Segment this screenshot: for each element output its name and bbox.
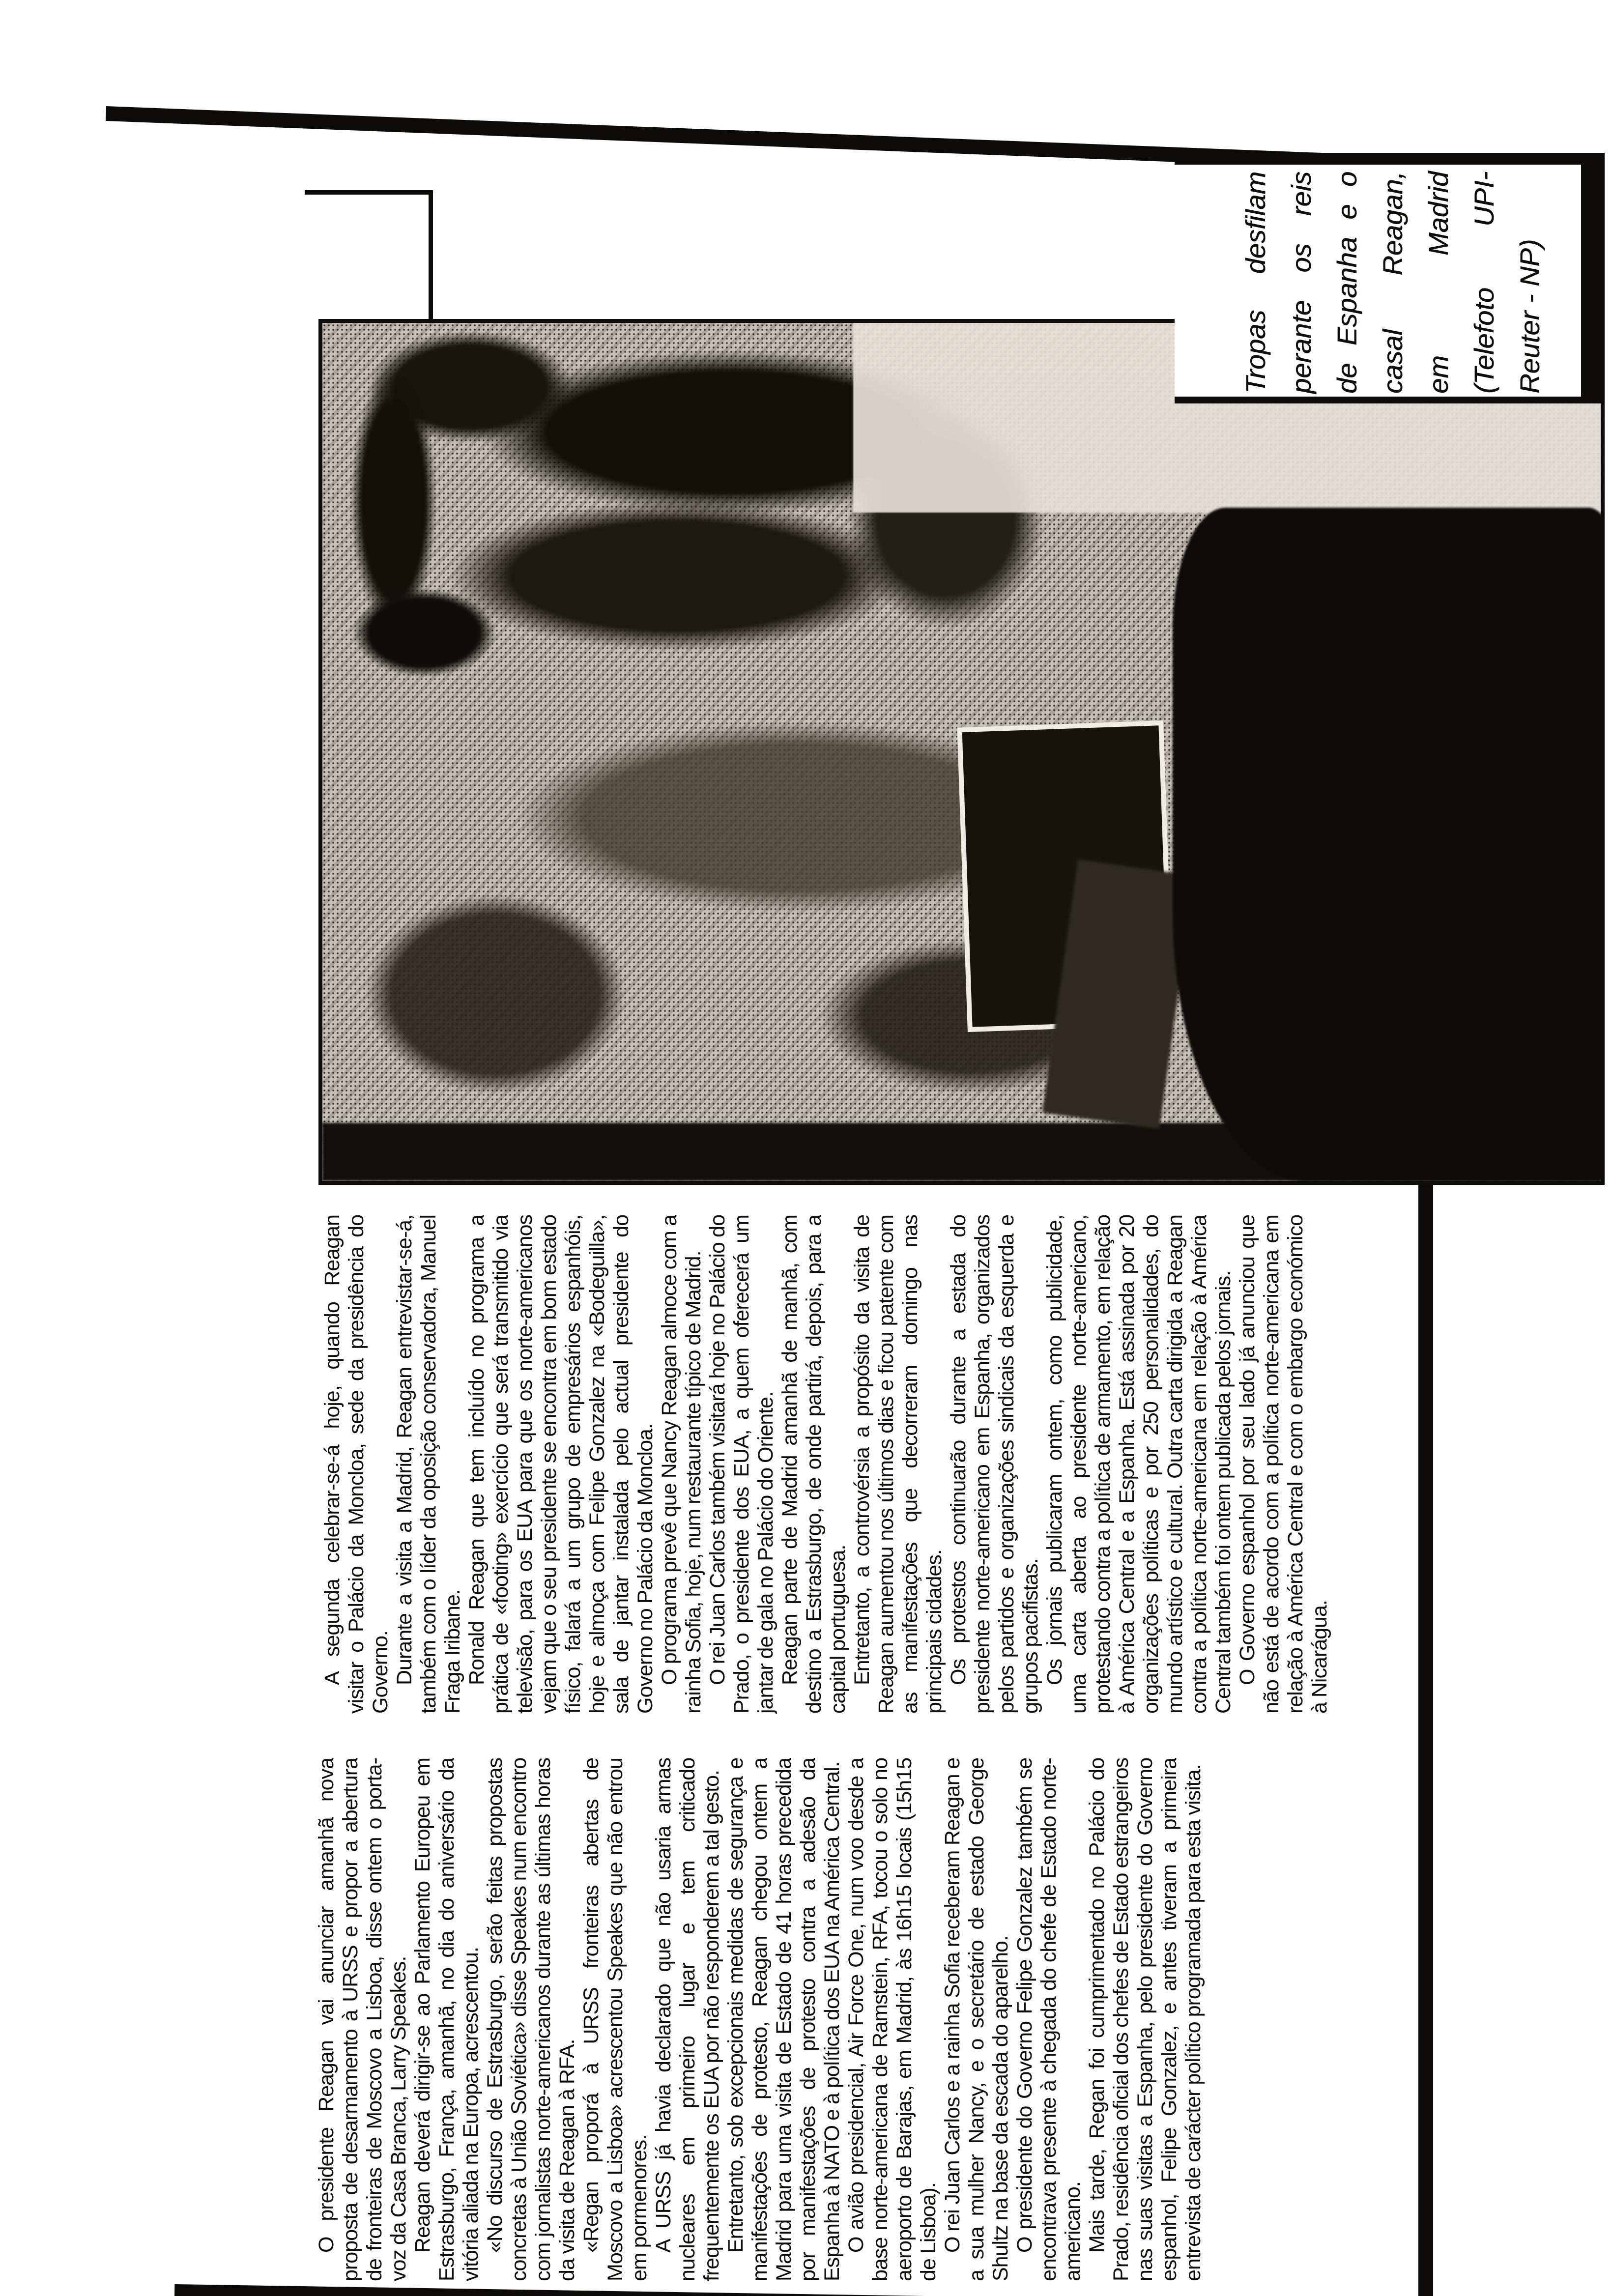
caption-line: casal Reagan, <box>1377 172 1408 394</box>
article-paragraph: Entretanto, a controvérsia a propósito da visita de Reagan aumentou nos últimos dias e ficou patente com as manifestações que decorreram domingo nas principais cidades. <box>850 1215 946 1714</box>
article-column-1 <box>315 1758 1415 2281</box>
caption-line: Reuter - NP) <box>1514 239 1545 394</box>
photo-caption <box>1233 172 1553 394</box>
article-column-2 <box>320 1215 1416 1714</box>
parade-photo <box>318 319 1605 1185</box>
article-paragraph: Os protestos continuarão durante a estada do presidente norte-americano em Espanha, organizados pelos partidos e organizações sindicais da esquerda e grupos pacifistas. <box>947 1215 1042 1714</box>
article-paragraph: Reagan deverá dirigir-se ao Parlamento Europeu em Estrasburgo, França, amanhã, no dia do aniversário da vitória aliada na Europa, acrescentou. <box>411 1758 483 2281</box>
article-paragraph: Entretanto, sob excepcionais medidas de segurança e manifestações de protesto, Reagan chegou ontem a Madrid para uma visita de Estado de 41 horas precedida por manifestações de protesto contra a adesão da Espanha à NATO e à política dos EUA na América Central. <box>724 1758 844 2281</box>
article-paragraph: O avião presidencial, Air Force One, num voo desde a base norte-americana de Ramstein, RFA, tocou o solo no aeroporto de Barajas, em Madrid, às 16h15 locais (15h15 de Lisboa). <box>844 1758 940 2281</box>
article-paragraph: Reagan parte de Madrid amanhã de manhã, com destino a Estrasburgo, de onde partirá, depois, para a capital portuguesa. <box>778 1215 850 1714</box>
article-paragraph: O Governo espanhol por seu lado já anunciou que não está de acordo com a política norte-americana em relação à América Central e com o embargo económico à Nicarágua. <box>1236 1215 1331 1714</box>
article-paragraph: «No discurso de Estrasburgo, serão feitas propostas concretas à União Soviética» disse Speakes num encontro com jornalistas norte-americanos durante as últimas horas da visita de Reagan à RFA. <box>483 1758 579 2281</box>
corner-rule-horizontal <box>429 190 433 319</box>
column-divider-rule <box>1418 1179 1433 2296</box>
article-paragraph: «Regan proporá à URSS fronteiras abertas de Moscovo a Lisboa» acrescentou Speakes que não entrou em pormenores. <box>579 1758 651 2281</box>
corner-rule-vertical <box>305 190 432 195</box>
article-paragraph: Os jornais publicaram ontem, como publicidade, uma carta aberta ao presidente norte-americano, protestando contra a política de armamento, em relação à América Central e a Espanha. Está assinada por 20 organizações políticas e por 250 personalidades, do mundo artístico e cultural. Outra carta dirigida a Reagan contra a política norte-americana em relação à América Central também foi ontem publicada pelos jornais. <box>1043 1215 1235 1714</box>
caption-line: Tropas desfilam <box>1240 172 1271 394</box>
caption-line: perante os reis <box>1286 172 1317 394</box>
article-paragraph: Ronald Reagan que tem incluído no programa a prática de «footing» exercício que será transmitido via televisão, para os EUA para que os norte-americanos vejam que o seu presidente se encontra em bom estado físico, falará a um grupo de empresários espanhóis, hoje e almoça com Felipe Gonzalez na «Bodeguilla», sala de jantar instalada pelo actual presidente do Governo no Palácio da Moncloa. <box>465 1215 657 1714</box>
article-paragraph: O rei Juan Carlos também visitará hoje no Palácio do Prado, o presidente dos EUA, a quem oferecerá um jantar de gala no Palácio do Oriente. <box>706 1215 777 1714</box>
caption-line: de Espanha e o <box>1331 172 1362 394</box>
page-edge-rule-left <box>174 2284 1418 2296</box>
article-paragraph: O presidente do Governo Felipe Gonzalez também se encontrava presente à chegada do chefe de Estado norte-americano. <box>1013 1758 1085 2281</box>
caption-line: (Telefoto UPI- <box>1468 172 1499 394</box>
article-paragraph: O presidente Reagan vai anunciar amanhã nova proposta de desarmamento à URSS e propor a abertura de fronteiras de Moscovo a Lisboa, disse ontem o porta-voz da Casa Branca, Larry Speakes. <box>315 1758 410 2281</box>
article-paragraph: Mais tarde, Regan foi cumprimentado no Palácio do Prado, residência oficial dos chefes de Estado estrangeiros nas suas visitas a Espanha, pelo presidente do Governo espanhol, Felipe Gonzalez, e antes tiveram a primeira entrevista de carácter político programada para esta visita. <box>1085 1758 1205 2281</box>
photo-caption-box <box>1175 153 1605 403</box>
caption-line: em Madrid <box>1423 172 1454 394</box>
photo-dark-foreground <box>1173 508 1605 1181</box>
article-paragraph: O rei Juan Carlos e a rainha Sofia receberam Reagan e a sua mulher Nancy, e o secretário de estado George Shultz na base da escada do aparelho. <box>941 1758 1012 2281</box>
article-paragraph: A segunda celebrar-se-á hoje, quando Reagan visitar o Palácio da Moncloa, sede da presidência do Governo. <box>320 1215 392 1714</box>
article-paragraph: O programa prevê que Nancy Reagan almoce com a rainha Sofia, hoje, num restaurante típico de Madrid. <box>658 1215 705 1714</box>
article-paragraph: Durante a visita a Madrid, Reagan entrevistar-se-á, também com o líder da oposição conservadora, Manuel Fraga Iribane. <box>393 1215 464 1714</box>
article-paragraph: A URSS já havia declarado que não usaria armas nucleares em primeiro lugar e tem criticado frequentemente os EUA por não responderem a tal gesto. <box>652 1758 723 2281</box>
